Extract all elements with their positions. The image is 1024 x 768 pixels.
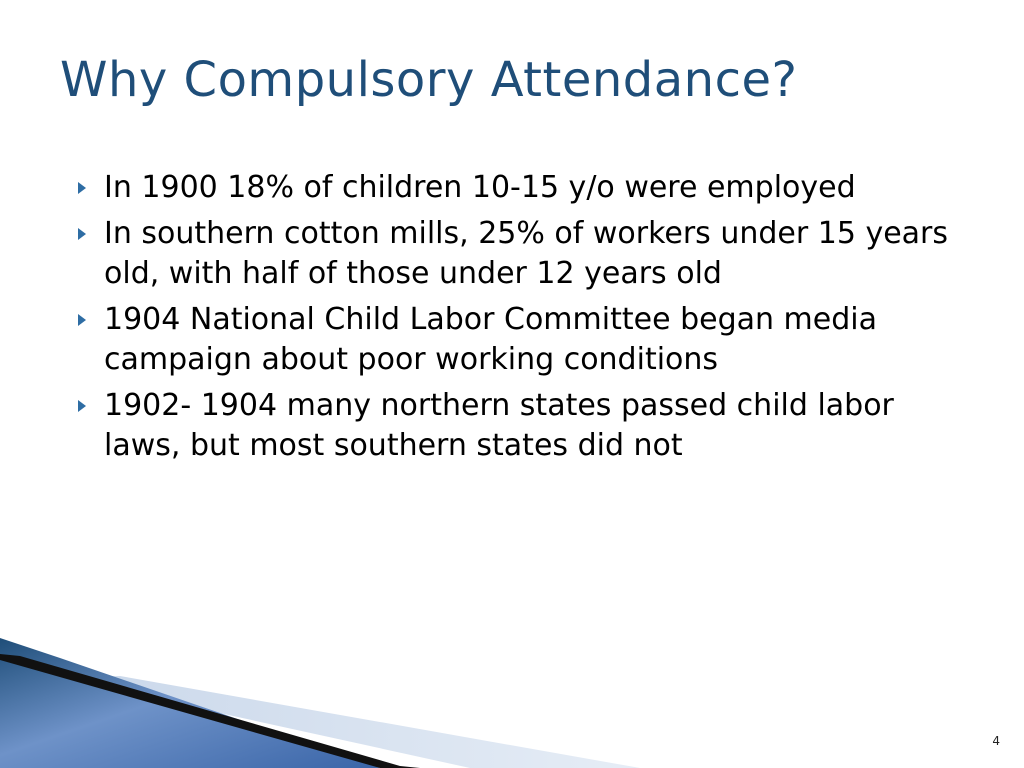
triangle-bullet-icon: [78, 314, 86, 326]
triangle-bullet-icon: [78, 228, 86, 240]
bullet-text: 1904 National Child Labor Committee began media campaign about poor working conditions: [104, 302, 877, 377]
bullet-text: In southern cotton mills, 25% of workers under 15 years old, with half of those under 12 years old: [104, 216, 949, 291]
page-number: 4: [992, 734, 1000, 748]
footer-swoosh-decoration: [0, 638, 1024, 768]
bullet-item: [70, 300, 970, 380]
triangle-bullet-icon: [78, 400, 86, 412]
bullet-item: [70, 168, 970, 208]
bullet-list: [70, 168, 970, 472]
bullet-item: [70, 214, 970, 294]
slide-title: Why Compulsory Attendance?: [60, 52, 798, 108]
triangle-bullet-icon: [78, 182, 86, 194]
bullet-text: 1902- 1904 many northern states passed child labor laws, but most southern states did not: [104, 388, 894, 463]
bullet-text: In 1900 18% of children 10-15 y/o were employed: [104, 170, 856, 205]
bullet-item: [70, 386, 970, 466]
